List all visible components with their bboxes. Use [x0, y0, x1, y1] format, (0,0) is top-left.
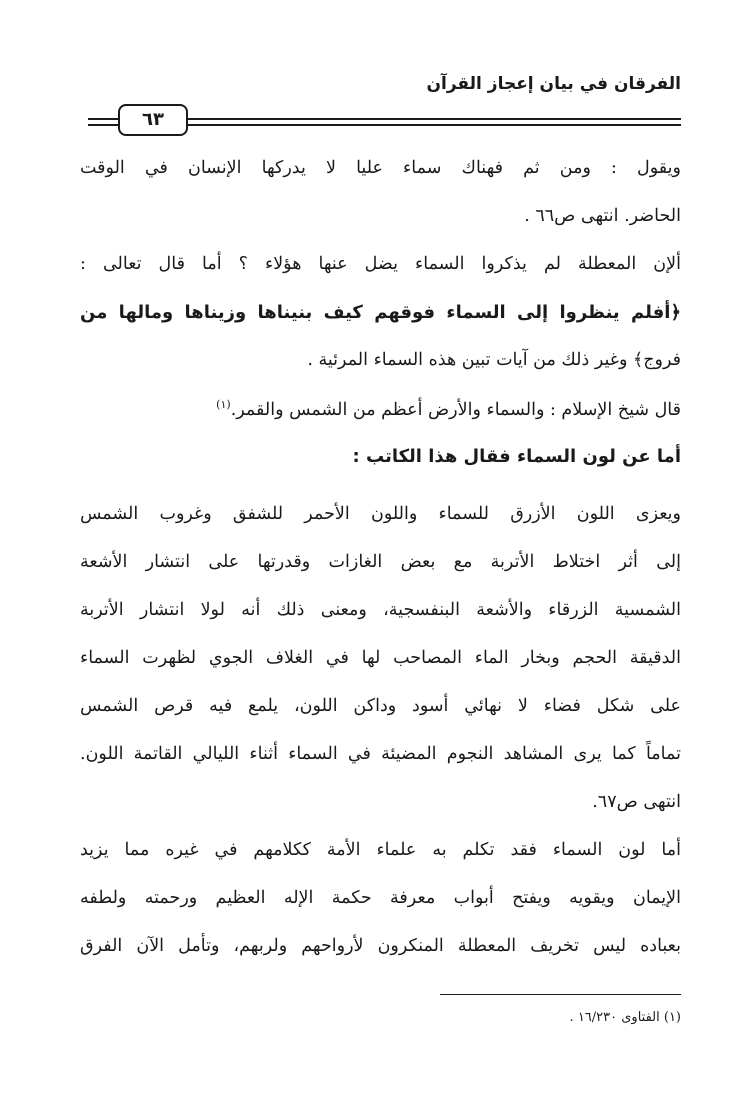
footnote-marker[interactable]: (١)	[216, 398, 231, 411]
text-line: أما لون السماء فقد تكلم به علماء الأمة ككلامهم في غيره مما يزيد	[80, 840, 681, 860]
text-line: تماماً كما يرى المشاهد النجوم المضيئة في السماء أثناء الليالي القاتمة اللون.	[80, 744, 681, 764]
text-line: الدقيقة الحجم وبخار الماء المصاحب لها في الغلاف الجوي لظهرت السماء	[80, 648, 681, 668]
text-line: فروج﴾ وغير ذلك من آيات تبين هذه السماء المرئية .	[307, 350, 681, 370]
text-line: انتهى ص٦٧.	[592, 792, 681, 812]
text-line: على شكل فضاء لا نهائي أسود وداكن اللون، يلمع فيه قرص الشمس	[80, 696, 681, 716]
text-line: ألإن المعطلة لم يذكروا السماء يضل عنها هؤلاء ؟ أما قال تعالى :	[80, 254, 681, 274]
text-line: الحاضر. انتهى ص٦٦ .	[524, 206, 681, 226]
quote-text: قال شيخ الإسلام : والسماء والأرض أعظم من الشمس والقمر.	[230, 399, 681, 420]
text-line: بعباده ليس تخريف المعطلة المنكرون لأرواحهم ولربهم، وتأمل الآن الفرق	[80, 936, 681, 956]
text-line: ويقول : ومن ثم فهناك سماء عليا لا يدركها الإنسان في الوقت	[80, 158, 681, 178]
text-line: إلى أثر اختلاط الأتربة مع بعض الغازات وقدرتها على انتشار الأشعة	[80, 552, 681, 572]
running-head-title: الفرقان في بيان إعجاز القرآن	[426, 74, 681, 94]
quran-verse-line: ﴿أفلم ينظروا إلى السماء فوقهم كيف بنيناها وزيناها ومالها من	[80, 302, 681, 323]
text-line: الشمسية الزرقاء والأشعة البنفسجية، ومعنى ذلك أنه لولا انتشار الأتربة	[80, 600, 681, 620]
text-line: ويعزى اللون الأزرق للسماء واللون الأحمر للشفق وغروب الشمس	[80, 504, 681, 524]
section-heading: أما عن لون السماء فقال هذا الكاتب :	[352, 446, 681, 467]
text-line-with-footnote	[80, 398, 681, 420]
page-number: ٦٣	[118, 104, 188, 136]
footnote-rule	[440, 994, 681, 995]
text-line: الإيمان ويقويه ويفتح أبواب معرفة حكمة الإله العظيم ورحمته ولطفه	[80, 888, 681, 908]
footnote: (١) الفتاوى ١٦/٢٣٠ .	[569, 1010, 681, 1025]
